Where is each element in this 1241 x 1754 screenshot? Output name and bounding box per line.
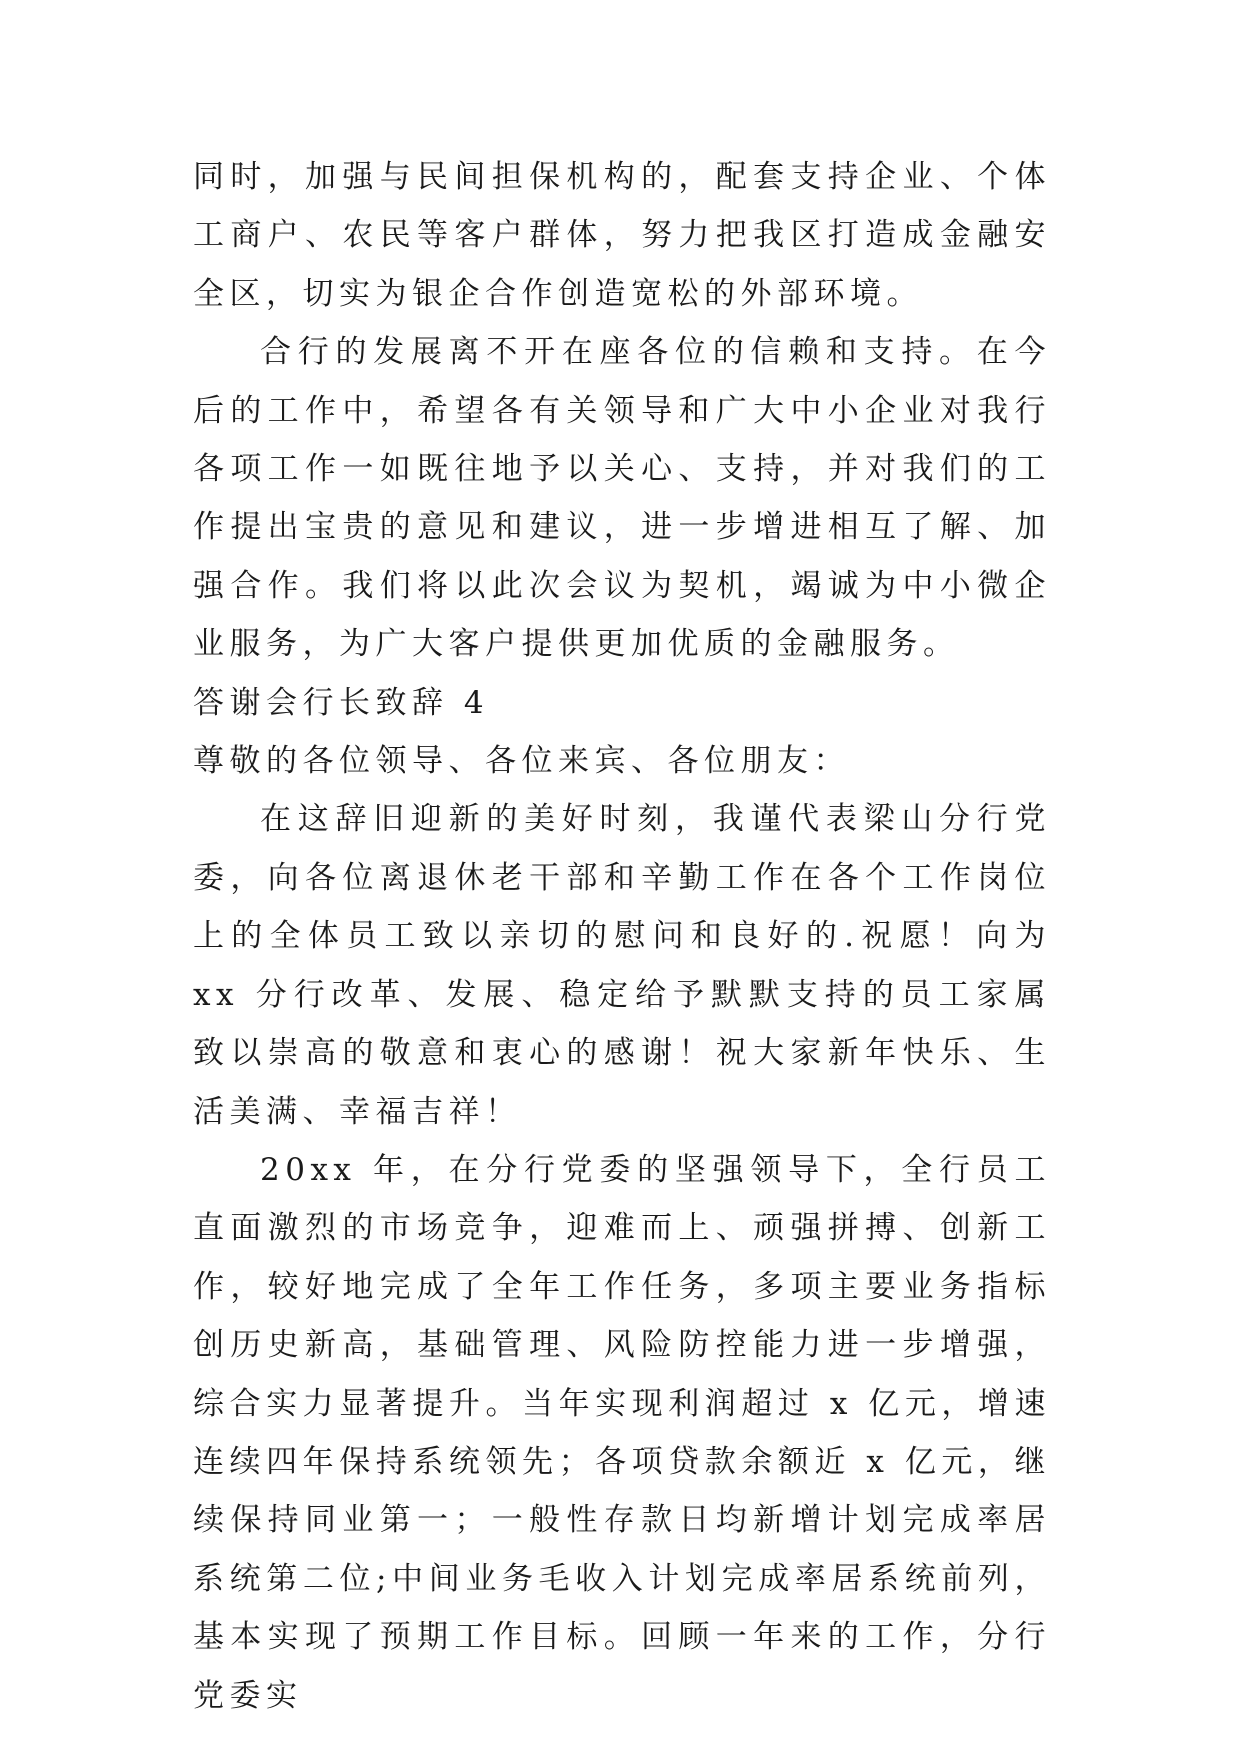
paragraph-annual-review: 20xx 年，在分行党委的坚强领导下，全行员工直面激烈的市场竞争，迎难而上、顽强拼搏、创新工作，较好地完成了全年工作任务，多项主要业务指标创历史新高，基础管理、风险防控能力进一步增强，综合实力显著提升。当年实现利润超过 x 亿元，增速连续四年保持系统领先；各项贷款余额近 x 亿元，继续保持同业第一；一般性存款日均新增计划完成率居系统第二位;中间业务毛收入计划完成率居系统前列，基本实现了预期工作目标。回顾一年来的工作，分行党委实 xyxy=(193,1151,1051,1714)
paragraph-thanks-support: 合行的发展离不开在座各位的信赖和支持。在今后的工作中，希望各有关领导和广大中小企业对我行各项工作一如既往地予以关心、支持，并对我们的工作提出宝贵的意见和建议，进一步增进相互了解、加强合作。我们将以此次会议为契机，竭诚为中小微企业服务，为广大客户提供更加优质的金融服务。 xyxy=(193,334,1051,663)
paragraph-new-year-greeting: 在这辞旧迎新的美好时刻，我谨代表梁山分行党委，向各位离退休老干部和辛勤工作在各个工作岗位上的全体员工致以亲切的慰问和良好的.祝愿！向为 xx 分行改革、发展、稳定给予默默支持的员工家属致以崇高的敬意和衷心的感谢！祝大家新年快乐、生活美满、幸福吉祥！ xyxy=(193,801,1051,1130)
salutation: 尊敬的各位领导、各位来宾、各位朋友： xyxy=(193,743,850,780)
document-body xyxy=(193,148,1051,1725)
paragraph-bank-enterprise-environment: 同时，加强与民间担保机构的，配套支持企业、个体工商户、农民等客户群体，努力把我区打造成金融安全区，切实为银企合作创造宽松的外部环境。 xyxy=(193,159,1051,312)
section-heading: 答谢会行长致辞 4 xyxy=(193,684,490,721)
